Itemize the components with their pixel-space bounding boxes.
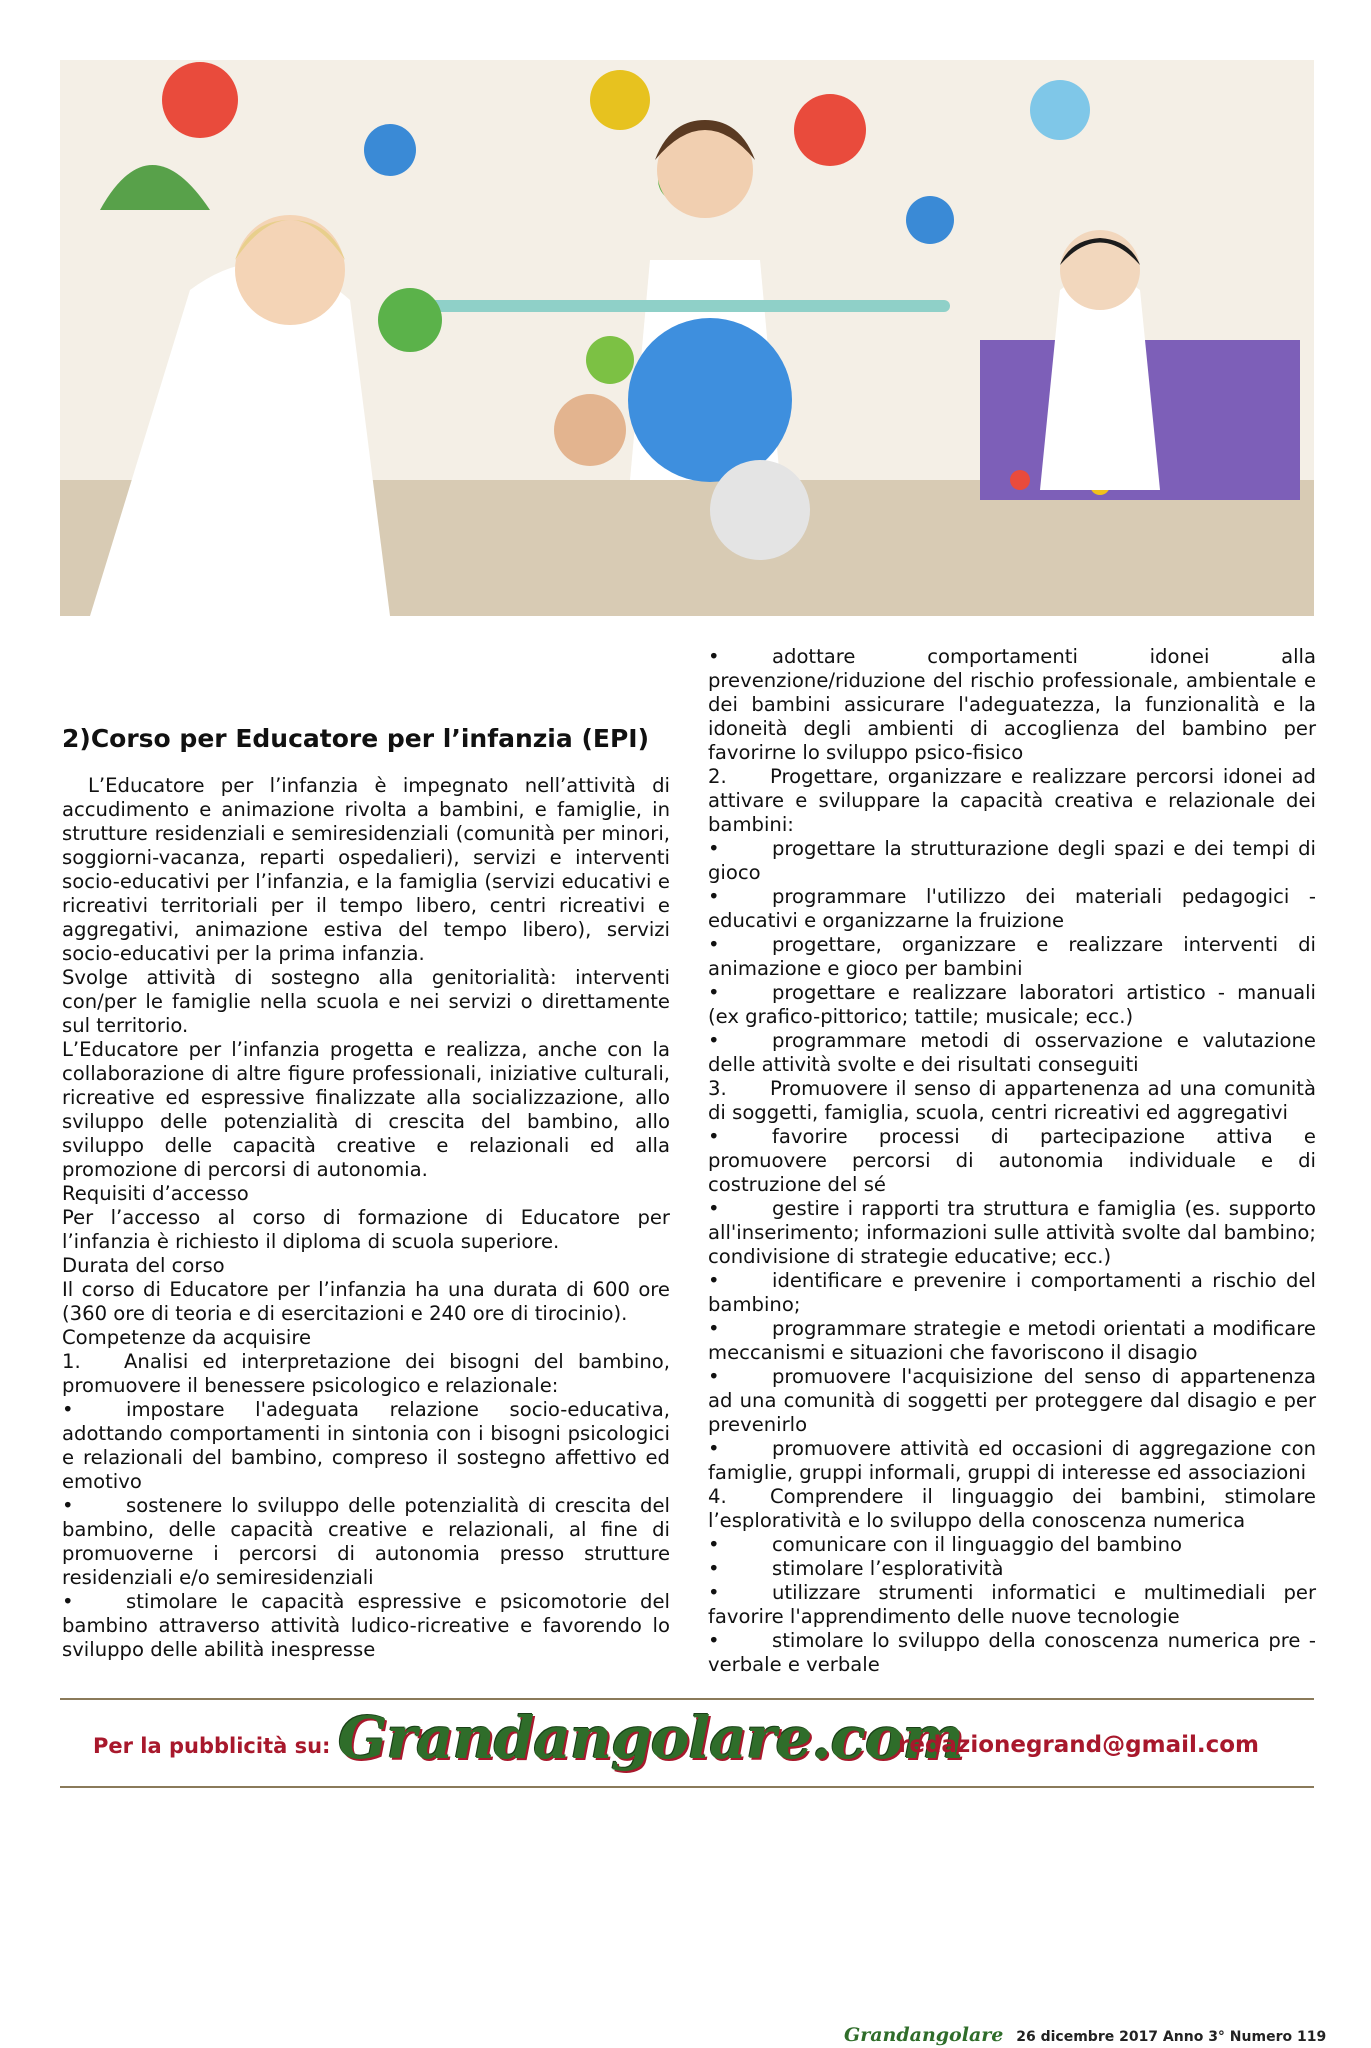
bullet-item xyxy=(708,1317,1316,1365)
bullet-item xyxy=(708,1581,1316,1629)
ad-top-rule xyxy=(60,1698,1314,1700)
bullet-icon: • xyxy=(708,1581,720,1604)
durata-text: Il corso di Educatore per l’infanzia ha una durata di 600 ore (360 ore di teoria e di esercitazioni e 240 ore di tirocinio). xyxy=(62,1278,670,1325)
item-number: 1. xyxy=(62,1350,81,1373)
bullet-icon: • xyxy=(708,1317,720,1340)
bullet-text: comunicare con il linguaggio del bambino xyxy=(772,1533,1183,1556)
bullet-text: impostare l'adeguata relazione socio-educativa, adottando comportamenti in sintonia con i bisogni psicologici e relazionali del bambino, compreso il sostegno affettivo ed emotivo xyxy=(62,1398,670,1493)
bullet-icon: • xyxy=(708,1029,720,1052)
bullet-item xyxy=(708,1533,1316,1557)
bullet-item xyxy=(708,1197,1316,1269)
bullet-text: promuovere attività ed occasioni di aggregazione con famiglie, gruppi informali, gruppi di interesse ed associazioni xyxy=(708,1437,1316,1484)
bullet-icon: • xyxy=(708,885,720,908)
article-heading: 2)Corso per Educatore per l’infanzia (EPI) xyxy=(62,724,649,753)
item-number: 2. xyxy=(708,765,727,788)
bullet-item xyxy=(708,933,1316,981)
playroom-illustration xyxy=(60,60,1314,616)
bullet-text: favorire processi di partecipazione attiva e promuovere percorsi di autonomia individuale e di costruzione del sé xyxy=(708,1125,1316,1196)
bullet-icon: • xyxy=(62,1590,74,1613)
bullet-icon: • xyxy=(708,837,720,860)
bullet-item xyxy=(708,981,1316,1029)
bullet-text: progettare e realizzare laboratori artistico - manuali (ex grafico-pittorico; tattile; musicale; ecc.) xyxy=(708,981,1316,1028)
item-text: Analisi ed interpretazione dei bisogni del bambino, promuovere il benessere psicologico e relazionale: xyxy=(62,1350,670,1397)
item-number: 4. xyxy=(708,1485,727,1508)
requisiti-title: Requisiti d’accesso xyxy=(62,1182,249,1205)
bullet-icon: • xyxy=(708,1629,720,1652)
bullet-text: stimolare lo sviluppo della conoscenza numerica pre - verbale e verbale xyxy=(708,1629,1316,1676)
bullet-item xyxy=(708,645,1316,765)
bullet-icon: • xyxy=(708,933,720,956)
item-text: Comprendere il linguaggio dei bambini, stimolare l’esploratività e lo sviluppo della conoscenza numerica xyxy=(708,1485,1316,1532)
bullet-text: identificare e prevenire i comportamenti a rischio del bambino; xyxy=(708,1269,1316,1316)
bullet-icon: • xyxy=(708,645,720,668)
item-text: Promuovere il senso di appartenenza ad una comunità di soggetti, famiglia, scuola, centri ricreativi ed aggregativi xyxy=(708,1077,1316,1124)
bullet-text: gestire i rapporti tra struttura e famiglia (es. supporto all'inserimento; informazioni sulle attività svolte dal bambino; condivisione di strategie educative; ecc.) xyxy=(708,1197,1316,1268)
intro-paragraph: L’Educatore per l’infanzia è impegnato nell’attività di accudimento e animazione rivolta a bambini, e famiglie, in strutture residenziali e semiresidenziali (comunità per minori, soggiorni-vacanza, reparti ospedalieri), servizi e interventi socio-educativi per l’infanzia, e la famiglia (servizi educativi e ricreativi territoriali per il tempo libero, centri ricreativi e aggregativi, animazione estiva del tempo libero), servizi socio-educativi per la prima infanzia. xyxy=(62,774,670,965)
bullet-text: programmare metodi di osservazione e valutazione delle attività svolte e dei risultati conseguiti xyxy=(708,1029,1316,1076)
hero-photo xyxy=(60,60,1314,616)
bullet-text: sostenere lo sviluppo delle potenzialità di crescita del bambino, delle capacità creative e relazionali, al fine di promuoverne i percorsi di autonomia presso strutture residenziali e/o semiresidenziali xyxy=(62,1494,670,1589)
bullet-item xyxy=(708,1557,1316,1581)
bullet-text: programmare strategie e metodi orientati a modificare meccanismi e situazioni che favoriscono il disagio xyxy=(708,1317,1316,1364)
numbered-item-2 xyxy=(708,765,1316,837)
bullet-icon: • xyxy=(708,1197,720,1220)
bullet-text: progettare, organizzare e realizzare interventi di animazione e gioco per bambini xyxy=(708,933,1316,980)
bullet-text: promuovere l'acquisizione del senso di appartenenza ad una comunità di soggetti per proteggere dal disagio e per prevenirlo xyxy=(708,1365,1316,1436)
ad-label: Per la pubblicità su: xyxy=(93,1734,331,1758)
bullet-item xyxy=(708,837,1316,885)
bullet-icon: • xyxy=(708,1533,720,1556)
numbered-item-4 xyxy=(708,1485,1316,1533)
right-column xyxy=(708,645,1316,1677)
ad-email-link[interactable]: redazionegrand@gmail.com xyxy=(898,1732,1259,1758)
bullet-icon: • xyxy=(708,1365,720,1388)
bullet-item xyxy=(62,1494,670,1590)
item-number: 3. xyxy=(708,1077,727,1100)
bullet-icon: • xyxy=(708,1125,720,1148)
ad-bottom-rule xyxy=(60,1786,1314,1788)
paragraph-progetta: L’Educatore per l’infanzia progetta e realizza, anche con la collaborazione di altre figure professionali, iniziative culturali, ricreative ed espressive finalizzate alla socializzazione, allo sviluppo delle potenzialità di crescita del bambino, allo sviluppo delle capacità creative e relazionali ed alla promozione di percorsi di autonomia. xyxy=(62,1038,670,1181)
paragraph-genitorialita: Svolge attività di sostegno alla genitorialità: interventi con/per le famiglie nella scuola e nei servizi o direttamente sul territorio. xyxy=(62,966,670,1037)
durata-title: Durata del corso xyxy=(62,1254,225,1277)
bullet-item xyxy=(708,1029,1316,1077)
bullet-item xyxy=(708,1365,1316,1437)
competenze-title: Competenze da acquisire xyxy=(62,1326,312,1349)
bullet-icon: • xyxy=(708,1557,720,1580)
bullet-item xyxy=(708,1269,1316,1317)
bullet-icon: • xyxy=(62,1494,74,1517)
bullet-item xyxy=(708,1437,1316,1485)
bullet-text: programmare l'utilizzo dei materiali pedagogici - educativi e organizzarne la fruizione xyxy=(708,885,1316,932)
requisiti-text: Per l’accesso al corso di formazione di Educatore per l’infanzia è richiesto il diploma di scuola superiore. xyxy=(62,1206,670,1253)
bullet-item xyxy=(708,1629,1316,1677)
page-footer xyxy=(844,2024,1326,2046)
item-text: Progettare, organizzare e realizzare percorsi idonei ad attivare e sviluppare la capacità creativa e relazionale dei bambini: xyxy=(708,765,1316,836)
bullet-text: adottare comportamenti idonei alla prevenzione/riduzione del rischio professionale, ambientale e dei bambini assicurare l'adeguatezza, la funzionalità e la idoneità degli ambienti di accoglienza del bambino per favorirne lo sviluppo psico-fisico xyxy=(708,645,1316,764)
footer-brand: Grandangolare xyxy=(844,2024,1004,2046)
bullet-icon: • xyxy=(708,981,720,1004)
bullet-icon: • xyxy=(708,1269,720,1292)
bullet-text: stimolare l’esploratività xyxy=(772,1557,1004,1580)
numbered-item-1 xyxy=(62,1350,670,1398)
bullet-item xyxy=(62,1590,670,1662)
bullet-item xyxy=(708,1125,1316,1197)
numbered-item-3 xyxy=(708,1077,1316,1125)
site-logo[interactable]: Grandangolare.com xyxy=(338,1704,964,1772)
bullet-item xyxy=(708,885,1316,933)
bullet-text: utilizzare strumenti informatici e multimediali per favorire l'apprendimento delle nuove tecnologie xyxy=(708,1581,1316,1628)
footer-issue: 26 dicembre 2017 Anno 3° Numero 119 xyxy=(1016,2029,1327,2045)
left-column xyxy=(62,774,670,1662)
bullet-text: stimolare le capacità espressive e psicomotorie del bambino attraverso attività ludico-ricreative e favorendo lo sviluppo delle abilità inespresse xyxy=(62,1590,670,1661)
bullet-icon: • xyxy=(708,1437,720,1460)
bullet-text: progettare la strutturazione degli spazi e dei tempi di gioco xyxy=(708,837,1316,884)
bullet-icon: • xyxy=(62,1398,74,1421)
bullet-item xyxy=(62,1398,670,1494)
